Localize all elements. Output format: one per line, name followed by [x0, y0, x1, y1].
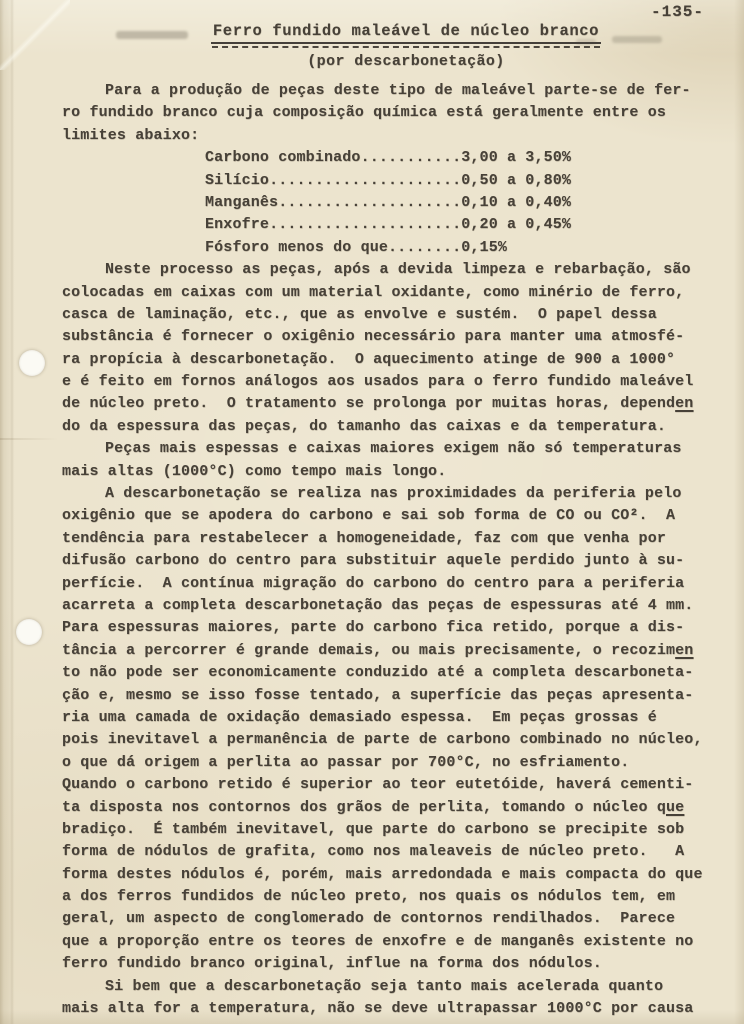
- text-line: do da espessura das peças, do tamanho das caixas e da temperatura.: [62, 417, 666, 435]
- paragraph-pecas-espessas: [62, 438, 722, 483]
- text-line: Para espessuras maiores, parte do carbono fica retido, porque a dis-: [62, 619, 685, 637]
- page-number: -135-: [650, 3, 704, 21]
- title-double-underline: [212, 46, 600, 48]
- underlined-continuation: en: [675, 395, 694, 413]
- text-line: perfície. A contínua migração do carbono do centro para a periferia: [62, 574, 685, 592]
- text-line: ta disposta nos contornos dos grãos de perlita, tomando o núcleo que: [62, 798, 685, 816]
- composition-item: [205, 214, 722, 236]
- underlined-continuation: ue: [666, 798, 685, 816]
- text-line: to não pode ser economicamente conduzido até a completa descarboneta-: [62, 664, 694, 682]
- text-line: que a proporção entre os teores de enxofre e de manganês existente no: [62, 932, 694, 950]
- composition-list: [205, 147, 722, 259]
- text-line: oxigênio que se apodera do carbono e sai sob forma de CO ou CO². A: [62, 507, 676, 525]
- text-line: tendência para restabelecer a homogeneidade, faz com que venha por: [62, 529, 666, 547]
- composition-item: [205, 192, 722, 214]
- paragraph-processo: [62, 259, 722, 438]
- text-line: de núcleo preto. O tratamento se prolonga por muitas horas, dependen: [62, 395, 694, 413]
- document-header: [100, 22, 712, 72]
- text-line: ção e, mesmo se isso fosse tentado, a superfície das peças apresenta-: [62, 686, 694, 704]
- text-line: ro fundido branco cuja composição química está geralmente entre os: [62, 104, 666, 122]
- text-line: ra propícia à descarbonetação. O aquecimento atinge de 900 a 1000°: [62, 350, 676, 368]
- page-subtitle: (por descarbonetação): [307, 53, 505, 70]
- composition-dots: .....................: [269, 171, 462, 189]
- composition-value: 0,15%: [461, 238, 508, 256]
- text-line: Quando o carbono retido é superior ao teor eutetóide, haverá cementi-: [62, 776, 694, 794]
- text-line: difusão carbono do centro para substituir aquele perdido junto à su-: [62, 552, 685, 570]
- text-line: ferro fundido branco original, influe na forma dos nódulos.: [62, 955, 602, 973]
- text-line: o que dá origem a perlita ao passar por 700°C, no esfriamento.: [62, 753, 630, 771]
- text-line: forma de nódulos de grafita, como nos maleaveis de núcleo preto. A: [62, 843, 685, 861]
- hole-punch-top: [19, 350, 45, 376]
- composition-value: 0,10 a 0,40%: [461, 193, 572, 211]
- text-line: Neste processo as peças, após a devida limpeza e rebarbação, são: [105, 261, 691, 279]
- text-line: geral, um aspecto de conglomerado de contornos rendilhados. Parece: [62, 910, 676, 928]
- text-line: mais altas (1000°C) como tempo mais longo.: [62, 462, 447, 480]
- text-line: ria uma camada de oxidação demasiado espessa. Em peças grossas é: [62, 708, 657, 726]
- title-block: [211, 22, 601, 48]
- text-line: colocadas em caixas com um material oxidante, como minério de ferro,: [62, 283, 685, 301]
- composition-item: [205, 237, 722, 259]
- text-line: a dos ferros fundidos de núcleo preto, nos quais os nódulos tem, em: [62, 888, 676, 906]
- hole-punch-bottom: [16, 619, 42, 645]
- text-line: A descarbonetação se realiza nas proximidades da periferia pelo: [105, 485, 682, 503]
- text-line: substância é fornecer o oxigênio necessário para manter uma atmosfé-: [62, 328, 685, 346]
- text-line: Si bem que a descarbonetação seja tanto mais acelerada quanto: [105, 977, 664, 995]
- composition-name: Fósforo menos do que: [205, 238, 389, 256]
- text-line: acarreta a completa descarbonetação das peças de espessuras até 4 mm.: [62, 596, 694, 614]
- paragraph-temperatura-limite: [62, 976, 722, 1021]
- paragraph-descarbonetacao: [62, 483, 722, 976]
- paper-crease: [0, 0, 70, 70]
- composition-value: 3,00 a 3,50%: [461, 149, 572, 167]
- composition-dots: .....................: [269, 216, 462, 234]
- text-line: tância a percorrer é grande demais, ou mais precisamente, o recozimen: [62, 641, 694, 659]
- text-line: limites abaixo:: [62, 126, 200, 144]
- text-line: e é feito em fornos análogos aos usados para o ferro fundido maleável: [62, 373, 694, 391]
- composition-name: Carbono combinado: [205, 149, 361, 167]
- composition-dots: ...........: [360, 149, 462, 167]
- composition-name: Silício: [205, 171, 270, 189]
- page-title: Ferro fundido maleável de núcleo branco: [211, 22, 601, 44]
- underlined-continuation: en: [675, 641, 694, 659]
- composition-name: Manganês: [205, 193, 279, 211]
- text-line: Para a produção de peças deste tipo de maleável parte-se de fer-: [105, 82, 691, 99]
- paragraph-intro: [62, 80, 722, 147]
- document-body: [62, 80, 722, 1020]
- composition-dots: ....................: [278, 193, 462, 211]
- text-line: mais alta for a temperatura, não se deve ultrapassar 1000°C por causa: [62, 1000, 694, 1018]
- text-line: forma destes nódulos é, porém, mais arredondada e mais compacta do que: [62, 865, 703, 883]
- composition-item: [205, 170, 722, 192]
- composition-item: [205, 147, 722, 169]
- composition-name: Enxofre: [205, 216, 270, 234]
- paper-crease: [0, 438, 58, 440]
- text-line: bradiço. É também inevitavel, que parte do carbono se precipite sob: [62, 820, 685, 838]
- text-line: casca de laminação, etc., que as envolve e sustém. O papel dessa: [62, 305, 657, 323]
- composition-value: 0,50 a 0,80%: [461, 171, 572, 189]
- composition-value: 0,20 a 0,45%: [461, 216, 572, 234]
- text-line: Peças mais espessas e caixas maiores exigem não só temperaturas: [105, 440, 682, 458]
- composition-dots: ........: [388, 238, 462, 256]
- text-line: pois inevitavel a permanência de parte de carbono combinado no núcleo,: [62, 731, 703, 749]
